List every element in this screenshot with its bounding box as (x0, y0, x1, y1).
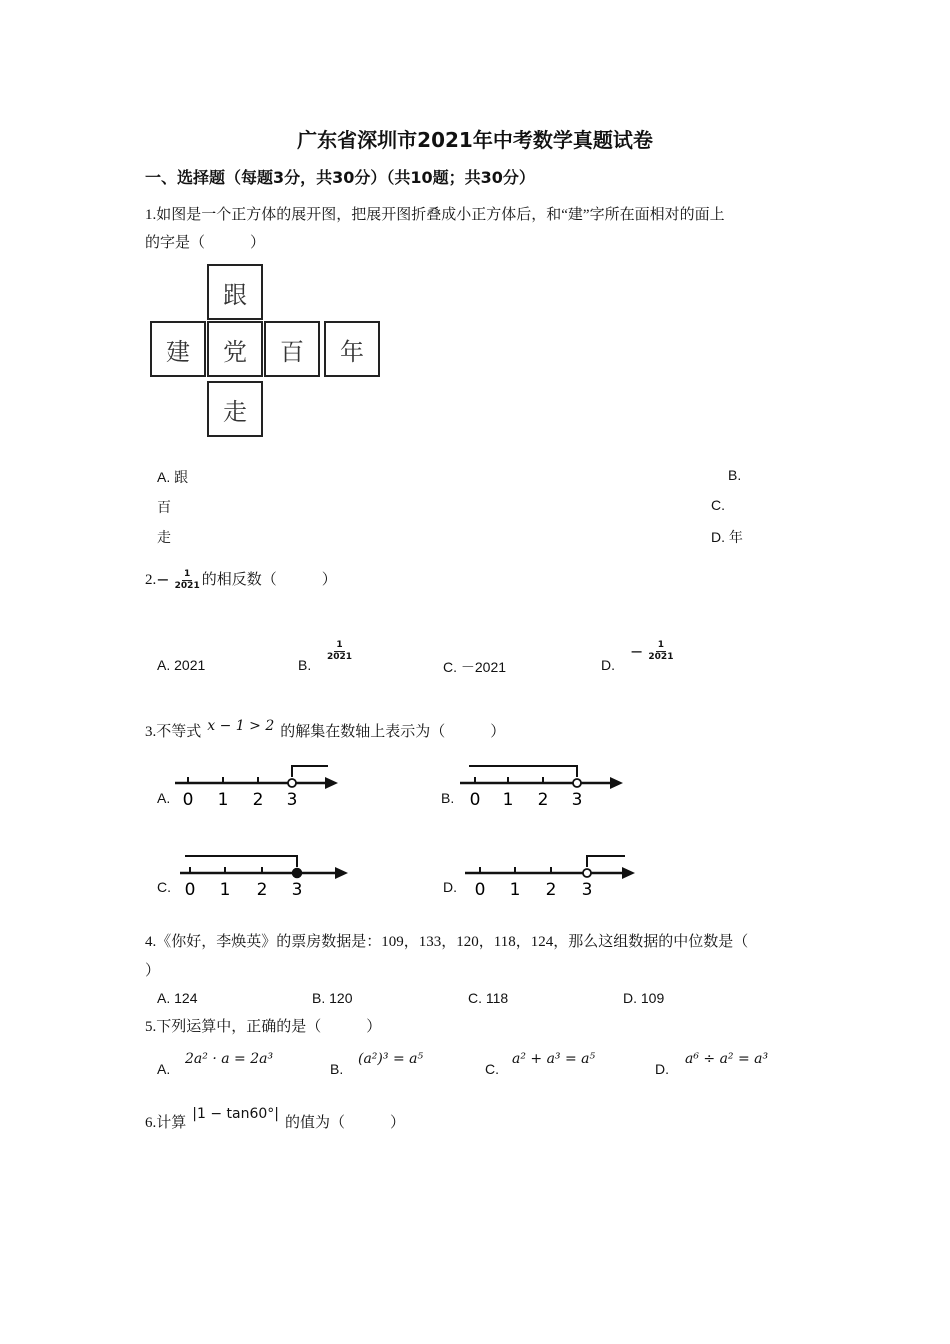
q4-option-c[interactable]: C. 118 (468, 990, 509, 1006)
q1-option-b[interactable]: B. (728, 467, 742, 483)
fraction-denominator: 2021 (174, 580, 200, 591)
q2-number: 2. (145, 572, 157, 588)
tick-label-0: 0 (182, 790, 194, 810)
q3-option-c[interactable]: C. (157, 879, 171, 895)
q5-option-c-expr: a² + a³ = a⁵ (512, 1051, 596, 1067)
q4-option-b[interactable]: B. 120 (312, 990, 353, 1006)
tick-label-2: 2 (537, 790, 549, 810)
q2-option-d-fraction (630, 640, 675, 663)
q2-option-d[interactable]: D. (601, 657, 615, 673)
q5-option-d[interactable]: D. (655, 1061, 669, 1077)
q5-option-b[interactable]: B. (330, 1061, 344, 1077)
tick-label-1: 1 (219, 880, 231, 900)
tick-label-3: 3 (581, 880, 593, 900)
section-heading: 一、选择题（每题3分，共30分）（共10题；共30分） (145, 168, 535, 187)
q2-option-b[interactable]: B. (298, 657, 312, 673)
q3-inequality: x − 1 > 2 (207, 718, 275, 734)
tick-label-2: 2 (256, 880, 268, 900)
page-title: 广东省深圳市2021年中考数学真题试卷 (297, 128, 653, 152)
tick-label-3: 3 (286, 790, 298, 810)
q3-stem (145, 712, 505, 746)
q3-prefix: 3.不等式 (145, 724, 202, 740)
q2-option-b-fraction (325, 640, 354, 663)
q1-option-c[interactable]: C. (711, 497, 725, 513)
number-line-a (170, 762, 345, 812)
fraction-numerator: 1 (657, 640, 665, 650)
minus-sign: − (630, 642, 644, 661)
tick-label-2: 2 (545, 880, 557, 900)
q6-suffix: 的值为（ ） (285, 1115, 406, 1131)
net-cell-top: 跟 (207, 264, 263, 320)
q2-fraction (173, 569, 202, 592)
q1-option-a[interactable]: A. 跟 (157, 469, 189, 485)
q1-text-line1: 1.如图是一个正方体的展开图，把展开图折叠成小正方体后，和“建”字所在面相对的面上 (145, 207, 725, 223)
net-cell-bottom: 走 (207, 381, 263, 437)
q1-option-d-text: 走 (157, 529, 171, 545)
q4-text-line2: ） (145, 963, 161, 979)
q4-option-a[interactable]: A. 124 (157, 990, 198, 1006)
net-cell-center: 党 (207, 321, 263, 377)
tick-label-3: 3 (571, 790, 583, 810)
q1-text-line2: 的字是（ ） (145, 235, 266, 251)
tick-label-1: 1 (509, 880, 521, 900)
q3-option-b[interactable]: B. (441, 790, 455, 806)
fraction-denominator: 2021 (648, 652, 674, 662)
q6-prefix: 6.计算 (145, 1115, 187, 1131)
q2-option-a[interactable]: A. 2021 (157, 657, 206, 673)
tick-label-0: 0 (474, 880, 486, 900)
q6-expression: |1 − tan60°| (192, 1106, 279, 1122)
q4-text-line1: 4.《你好，李焕英》的票房数据是：109，133，120，118，124，那么这组数据的中位数是（ (145, 934, 749, 950)
q3-option-d[interactable]: D. (443, 879, 457, 895)
q2-option-c[interactable]: C. －2021 (443, 659, 507, 675)
fraction-numerator: 1 (336, 640, 343, 650)
q5-option-a[interactable]: A. (157, 1061, 171, 1077)
q1-option-c-text: 百 (157, 499, 171, 515)
number-line-d (460, 852, 640, 902)
q3-suffix: 的解集在数轴上表示为（ ） (280, 724, 506, 740)
minus-sign: − (156, 570, 170, 589)
q2-suffix: 的相反数（ ） (201, 572, 337, 588)
fraction-denominator: 2021 (327, 652, 353, 662)
number-line-c (175, 852, 355, 902)
net-cell-right2: 年 (324, 321, 380, 377)
q5-option-b-expr: (a²)³ = a⁵ (358, 1051, 424, 1067)
fraction-numerator: 1 (184, 568, 191, 579)
tick-label-2: 2 (252, 790, 264, 810)
tick-label-1: 1 (502, 790, 514, 810)
tick-label-0: 0 (469, 790, 481, 810)
tick-label-0: 0 (184, 880, 196, 900)
q5-option-d-expr: a⁶ ÷ a² = a³ (685, 1051, 769, 1067)
q4-option-d[interactable]: D. 109 (623, 990, 665, 1006)
q5-option-a-expr: 2a² · a = 2a³ (185, 1051, 274, 1067)
q5-text: 5.下列运算中，正确的是（ ） (145, 1019, 382, 1035)
number-line-b (455, 762, 630, 812)
net-cell-left: 建 (150, 321, 206, 377)
net-cell-right1: 百 (264, 321, 320, 377)
q6-stem (145, 1105, 405, 1137)
q2-stem (145, 566, 337, 594)
q5-option-c[interactable]: C. (485, 1061, 499, 1077)
q3-option-a[interactable]: A. (157, 790, 171, 806)
tick-label-1: 1 (217, 790, 229, 810)
q1-option-d[interactable]: D. 年 (711, 529, 743, 545)
tick-label-3: 3 (291, 880, 303, 900)
